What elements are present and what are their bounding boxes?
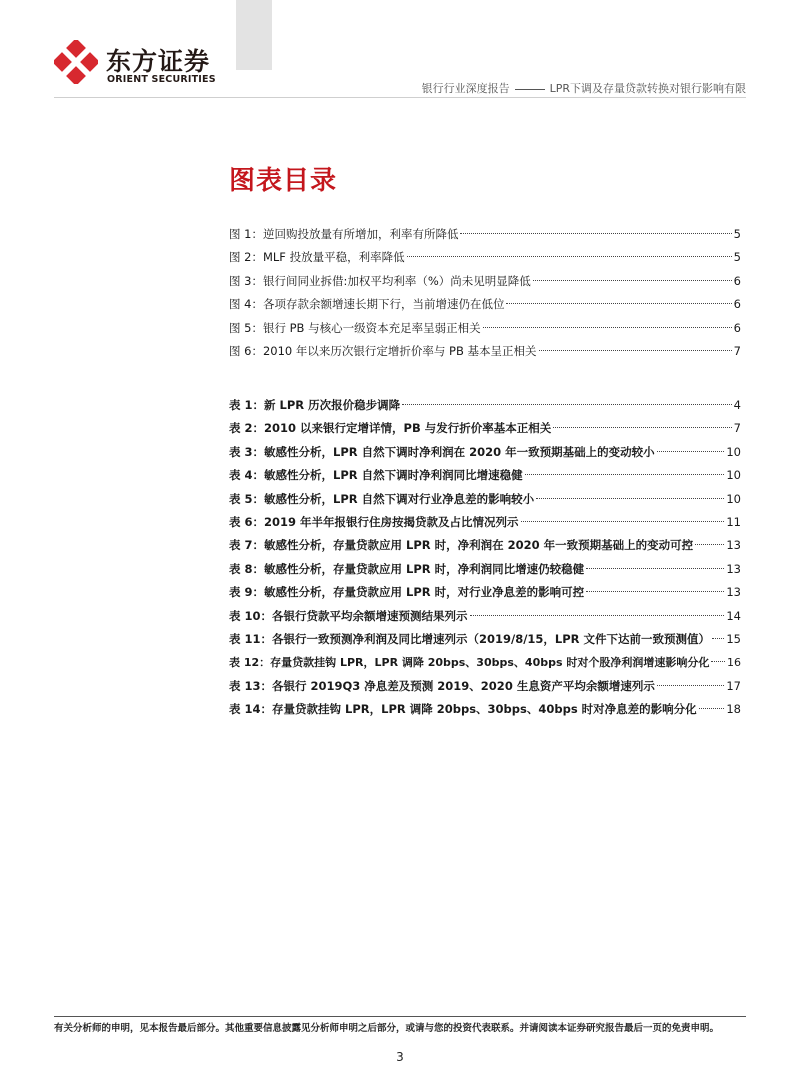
- toc-table-entry-label: 表 7：敏感性分析，存量贷款应用 LPR 时，净利润在 2020 年一致预期基础上的变动可控: [229, 538, 694, 553]
- toc-table-entry[interactable]: [229, 675, 741, 698]
- footer-rule: [54, 1016, 746, 1017]
- toc-figure-entry[interactable]: [229, 340, 741, 363]
- figure-list: [229, 223, 741, 363]
- dot-leader: [506, 303, 731, 304]
- dot-leader: [470, 615, 725, 616]
- toc-table-entry-page: 4: [733, 398, 741, 412]
- toc-table-entry-label: 表 12：存量贷款挂钩 LPR，LPR 调降 20bps、30bps、40bps 时对个股净利润增速影响分化: [229, 656, 710, 670]
- dot-leader: [521, 521, 725, 522]
- dot-leader: [407, 256, 732, 257]
- dot-leader: [695, 544, 724, 545]
- toc-figure-entry-label: 图 4：各项存款余额增速长期下行，当前增速仍在低位: [229, 297, 505, 312]
- dot-leader: [460, 233, 731, 234]
- toc-table-entry-page: 13: [726, 538, 741, 553]
- toc-table-entry-label: 表 14：存量贷款挂钩 LPR，LPR 调降 20bps、30bps、40bps 时对净息差的影响分化: [229, 702, 697, 717]
- header-rule: [54, 97, 746, 98]
- toc-table-entry-page: 16: [727, 656, 741, 670]
- toc-figure-entry-label: 图 3：银行间同业拆借:加权平均利率（%）尚未见明显降低: [229, 273, 531, 288]
- toc-figure-entry[interactable]: [229, 246, 741, 269]
- toc-table-entry[interactable]: [229, 394, 741, 417]
- toc-table-entry-page: 14: [726, 608, 741, 623]
- toc-table-entry-label: 表 3：敏感性分析，LPR 自然下调时净利润在 2020 年一致预期基础上的变动较小: [229, 444, 655, 459]
- toc-table-entry[interactable]: [229, 488, 741, 511]
- dot-leader: [483, 327, 732, 328]
- toc-table-entry-label: 表 6：2019 年半年报银行住房按揭贷款及占比情况列示: [229, 514, 519, 529]
- toc-table-entry[interactable]: [229, 628, 741, 651]
- footer-disclaimer: 有关分析师的申明，见本报告最后部分。其他重要信息披露见分析师申明之后部分，或请与您的投资代表联系。并请阅读本证券研究报告最后一页的免责申明。: [54, 1023, 720, 1034]
- header-separator: [515, 89, 545, 90]
- dot-leader: [712, 638, 724, 639]
- toc-table-entry[interactable]: [229, 441, 741, 464]
- dot-leader: [657, 685, 725, 686]
- toc-table-entry-page: 13: [726, 585, 741, 600]
- toc-table-entry-label: 表 5：敏感性分析，LPR 自然下调对行业净息差的影响较小: [229, 491, 535, 506]
- toc-table-entry-label: 表 11：各银行一致预测净利润及同比增速列示（2019/8/15，LPR 文件下达前一致预测值）: [229, 631, 711, 646]
- logo-name-cn: 东方证券: [106, 47, 211, 76]
- toc-table-entry-page: 17: [726, 678, 741, 693]
- toc-figure-entry-page: 5: [733, 227, 741, 241]
- toc-table-entry-page: 11: [726, 514, 741, 529]
- toc-table-entry-label: 表 2：2010 以来银行定增详情，PB 与发行折价率基本正相关: [229, 421, 552, 436]
- report-title: LPR下调及存量贷款转换对银行影响有限: [549, 82, 746, 95]
- toc-table-entry-page: 10: [726, 444, 741, 459]
- toc-table-entry-label: 表 9：敏感性分析，存量贷款应用 LPR 时，对行业净息差的影响可控: [229, 585, 585, 600]
- toc-table-entry[interactable]: [229, 651, 741, 674]
- dot-leader: [536, 498, 724, 499]
- toc-table-entry-page: 13: [726, 561, 741, 576]
- toc-table-entry-page: 10: [726, 491, 741, 506]
- toc-table-entry[interactable]: [229, 511, 741, 534]
- running-header: [422, 80, 746, 96]
- dot-leader: [657, 451, 725, 452]
- report-type: 银行行业深度报告: [421, 82, 510, 95]
- orient-securities-logo-icon: [54, 40, 98, 84]
- toc-title: 图表目录: [229, 166, 338, 196]
- company-logo: [54, 40, 254, 96]
- toc-table-entry-label: 表 4：敏感性分析，LPR 自然下调时净利润同比增速稳健: [229, 468, 523, 483]
- dot-leader: [525, 474, 725, 475]
- toc-figure-entry-label: 图 1：逆回购投放量有所增加，利率有所降低: [229, 227, 459, 241]
- toc-table-entry[interactable]: [229, 534, 741, 557]
- toc-figure-entry[interactable]: [229, 223, 741, 246]
- toc-table-entry-page: 7: [733, 421, 741, 436]
- toc-table-entry-page: 18: [726, 702, 741, 717]
- page-number: 3: [396, 1050, 404, 1064]
- dot-leader: [711, 661, 725, 662]
- toc-table-entry-page: 15: [726, 631, 741, 646]
- toc-figure-entry-label: 图 6：2010 年以来历次银行定增折价率与 PB 基本呈正相关: [229, 343, 537, 358]
- toc-figure-entry-page: 7: [733, 343, 741, 358]
- toc-figure-entry-page: 6: [733, 320, 741, 335]
- toc-table-entry[interactable]: [229, 698, 741, 721]
- toc-table-entry[interactable]: [229, 605, 741, 628]
- toc-figure-entry-label: 图 2：MLF 投放量平稳，利率降低: [229, 250, 405, 265]
- dot-leader: [586, 591, 724, 592]
- dot-leader: [586, 568, 724, 569]
- dot-leader: [553, 427, 731, 428]
- dot-leader: [699, 708, 725, 709]
- toc-figure-entry-page: 6: [733, 297, 741, 312]
- toc-figure-entry[interactable]: [229, 317, 741, 340]
- toc-figure-entry[interactable]: [229, 293, 741, 316]
- toc-table-entry-page: 10: [726, 468, 741, 483]
- toc-table-entry-label: 表 10：各银行贷款平均余额增速预测结果列示: [229, 608, 468, 623]
- toc-table-entry-label: 表 13：各银行 2019Q3 净息差及预测 2019、2020 生息资产平均余额增速列示: [229, 678, 655, 693]
- toc-table-entry[interactable]: [229, 558, 741, 581]
- toc-figure-entry-page: 5: [733, 250, 741, 265]
- dot-leader: [402, 404, 732, 405]
- toc-figure-entry-page: 6: [733, 273, 741, 288]
- toc-table-entry[interactable]: [229, 464, 741, 487]
- toc-figure-entry[interactable]: [229, 270, 741, 293]
- table-list: [229, 394, 741, 721]
- dot-leader: [539, 350, 732, 351]
- toc-table-entry[interactable]: [229, 581, 741, 604]
- toc-table-entry-label: 表 1：新 LPR 历次报价稳步调降: [229, 398, 401, 412]
- dot-leader: [533, 280, 732, 281]
- toc-table-entry[interactable]: [229, 417, 741, 440]
- toc-table-entry-label: 表 8：敏感性分析，存量贷款应用 LPR 时，净利润同比增速仍较稳健: [229, 561, 585, 576]
- logo-name-en: ORIENT SECURITIES: [107, 74, 216, 85]
- toc-figure-entry-label: 图 5：银行 PB 与核心一级资本充足率呈弱正相关: [229, 320, 481, 335]
